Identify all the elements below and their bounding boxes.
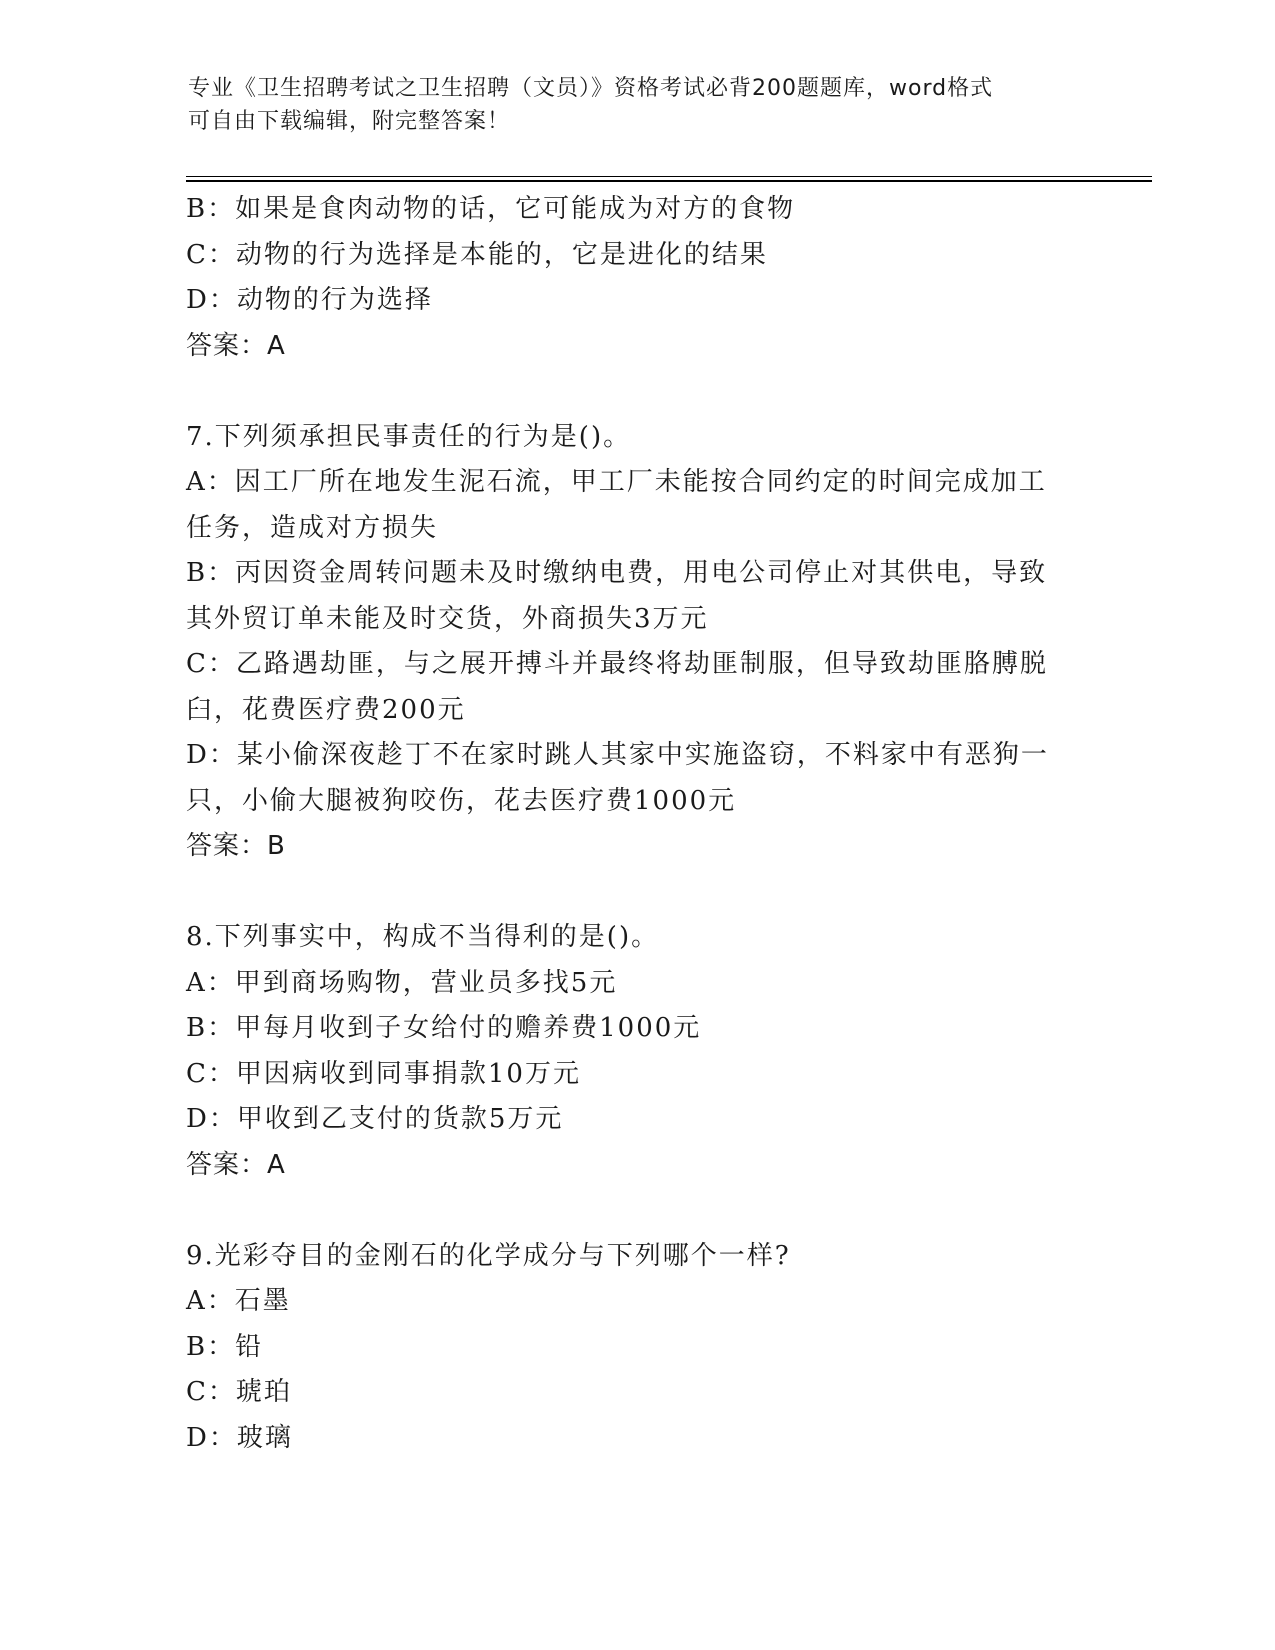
q9-stem: 9.光彩夺目的金刚石的化学成分与下列哪个一样? [186, 1240, 791, 1271]
q6-option-d: D：动物的行为选择 [186, 285, 433, 315]
q8-option-b: B：甲每月收到子女给付的赡养费1000元 [186, 1013, 702, 1043]
q9-option-c: C：琥珀 [186, 1377, 292, 1407]
document-header [188, 72, 1088, 138]
q8-option-c: C：甲因病收到同事捐款10万元 [186, 1058, 581, 1089]
q6-option-c: C：动物的行为选择是本能的，它是进化的结果 [186, 239, 768, 270]
q6-answer: 答案：A [186, 330, 286, 361]
q6-option-b: B：如果是食肉动物的话，它可能成为对方的食物 [186, 194, 796, 224]
header-rule-thin [186, 176, 1152, 177]
q7-option-a-line1: A：因工厂所在地发生泥石流，甲工厂未能按合同约定的时间完成加工 [186, 467, 1047, 497]
q8-stem: 8.下列事实中，构成不当得利的是()。 [186, 922, 660, 952]
q7-option-b-line2: 其外贸订单未能及时交货，外商损失3万元 [186, 603, 709, 634]
question-6 [186, 187, 1086, 369]
q7-option-c-line1: C：乙路遇劫匪，与之展开搏斗并最终将劫匪制服，但导致劫匪胳膊脱 [186, 649, 1048, 679]
q7-option-d-line1: D：某小偷深夜趁丁不在家时跳人其家中实施盗窃，不料家中有恶狗一 [186, 740, 1049, 770]
question-7 [186, 415, 1086, 870]
header-title-line2: 可自由下载编辑，附完整答案！ [188, 109, 511, 134]
spacer [186, 369, 1086, 415]
q7-option-a-line2: 任务，造成对方损失 [186, 512, 439, 543]
q7-option-d-line2: 只，小偷大腿被狗咬伤，花去医疗费1000元 [186, 785, 737, 816]
q7-option-c-line2: 臼，花费医疗费200元 [186, 694, 466, 725]
q7-stem: 7.下列须承担民事责任的行为是()。 [186, 421, 632, 452]
q9-option-d: D：玻璃 [186, 1422, 293, 1453]
q7-answer: 答案：B [186, 831, 286, 861]
document-body [186, 187, 1086, 1461]
header-title-line1: 专业《卫生招聘考试之卫生招聘（文员）》资格考试必背200题题库，word格式 [188, 76, 994, 101]
q7-option-b-line1: B：丙因资金周转问题未及时缴纳电费，用电公司停止对其供电，导致 [186, 558, 1048, 588]
q9-option-b: B：铅 [186, 1331, 264, 1362]
q8-answer: 答案：A [186, 1149, 286, 1180]
q8-option-d: D：甲收到乙支付的货款5万元 [186, 1104, 564, 1134]
q9-option-a: A：石墨 [186, 1286, 291, 1316]
question-8 [186, 915, 1086, 1188]
spacer [186, 1188, 1086, 1234]
spacer [186, 870, 1086, 916]
header-rule-thick [186, 180, 1152, 182]
question-9 [186, 1234, 1086, 1462]
q8-option-a: A：甲到商场购物，营业员多找5元 [186, 967, 618, 998]
